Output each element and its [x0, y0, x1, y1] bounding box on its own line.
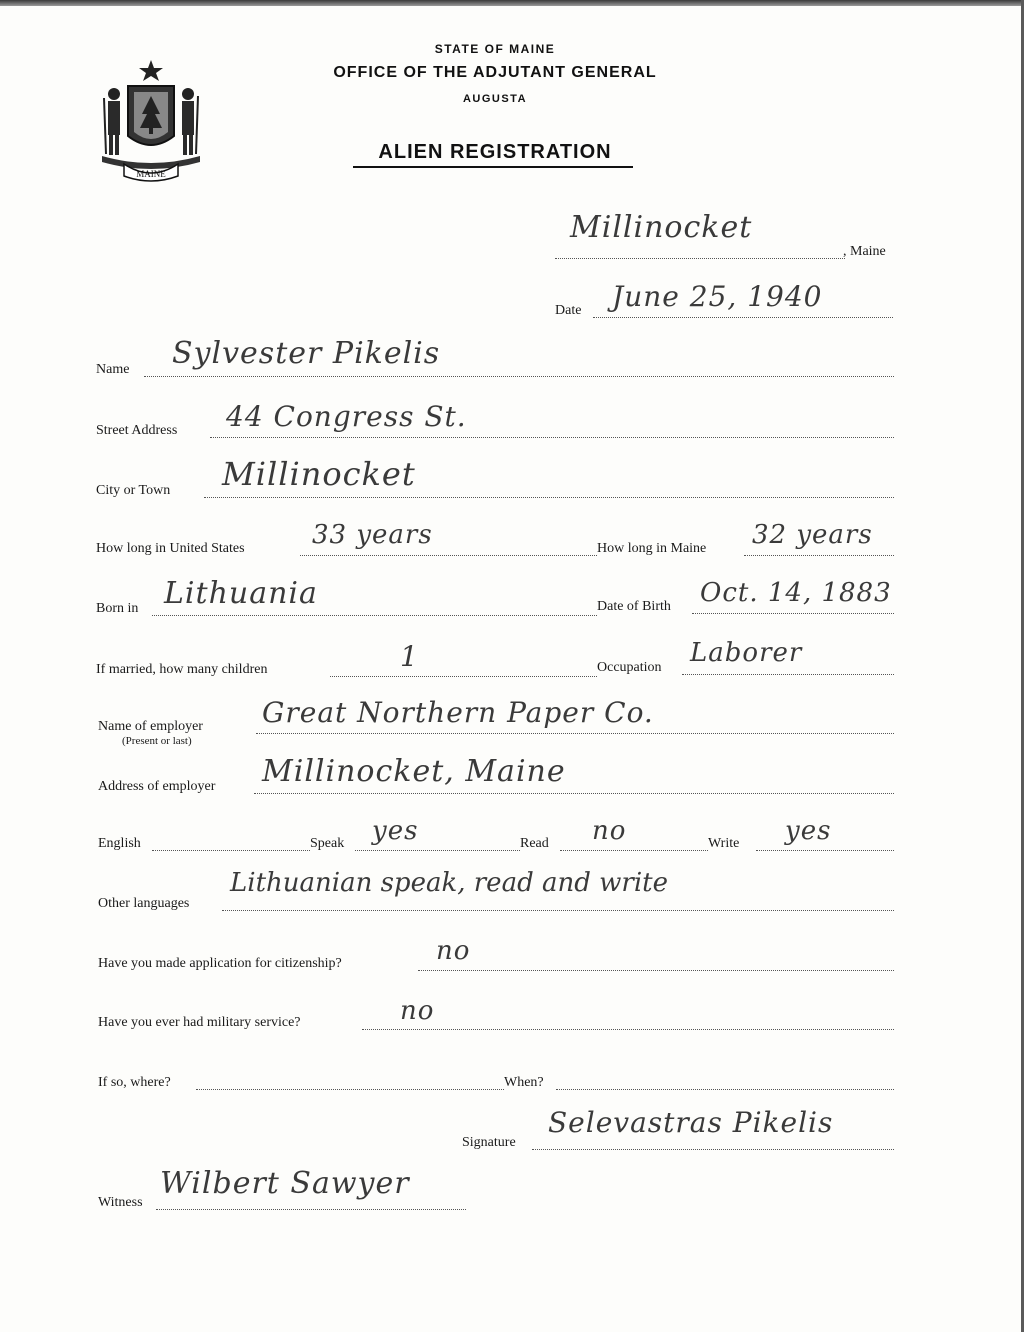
- read-label: Read: [520, 836, 549, 851]
- employer-sublabel: (Present or last): [122, 735, 192, 747]
- us-duration-line: [300, 555, 597, 556]
- write-label: Write: [708, 836, 740, 851]
- employer-label: Name of employer: [98, 719, 203, 734]
- dob-line: [692, 613, 894, 614]
- street-line: [210, 437, 894, 438]
- city-entry: Millinocket: [222, 455, 416, 493]
- maine-duration-label: How long in Maine: [597, 541, 707, 556]
- other-languages-line: [222, 910, 894, 911]
- where-line: [196, 1089, 504, 1090]
- maine-duration-entry: 32 years: [752, 520, 873, 550]
- header-office: OFFICE OF THE ADJUTANT GENERAL: [333, 64, 657, 81]
- write-line: [756, 850, 894, 851]
- english-line: [152, 850, 310, 851]
- city-label: City or Town: [96, 483, 171, 498]
- signature-entry: Selevastras Pikelis: [548, 1106, 834, 1139]
- name-line: [144, 376, 894, 377]
- born-entry: Lithuania: [164, 576, 318, 611]
- military-entry: no: [400, 996, 435, 1026]
- witness-entry: Wilbert Sawyer: [160, 1166, 410, 1201]
- children-label: If married, how many children: [96, 662, 268, 677]
- seal-banner-text: MAINE: [136, 169, 166, 179]
- name-label: Name: [96, 362, 130, 377]
- signature-label: Signature: [462, 1135, 516, 1150]
- employer-line: [256, 733, 894, 734]
- employer-address-entry: Millinocket, Maine: [262, 754, 566, 789]
- date-line: [593, 317, 893, 318]
- header-city: AUGUSTA: [462, 93, 528, 105]
- form-title: ALIEN REGISTRATION: [378, 141, 612, 163]
- name-entry: Sylvester Pikelis: [172, 336, 441, 371]
- witness-label: Witness: [98, 1195, 143, 1210]
- speak-label: Speak: [310, 836, 345, 851]
- employer-entry: Great Northern Paper Co.: [262, 696, 654, 729]
- us-duration-entry: 33 years: [312, 520, 433, 550]
- military-label: Have you ever had military service?: [98, 1015, 301, 1030]
- born-label: Born in: [96, 601, 139, 616]
- speak-line: [355, 850, 520, 851]
- employer-address-label: Address of employer: [98, 779, 216, 794]
- occupation-entry: Laborer: [690, 638, 803, 668]
- occupation-label: Occupation: [597, 660, 662, 675]
- english-label: English: [98, 836, 141, 851]
- header-state: STATE OF MAINE: [434, 42, 556, 56]
- where-label: If so, where?: [98, 1075, 171, 1090]
- dob-label: Date of Birth: [597, 599, 671, 614]
- speak-entry: yes: [372, 816, 419, 846]
- place-suffix-label: , Maine: [843, 244, 886, 259]
- signature-line: [532, 1149, 894, 1150]
- place-entry: Millinocket: [570, 210, 753, 245]
- us-duration-label: How long in United States: [96, 541, 245, 556]
- scan-top-edge: [0, 0, 1024, 6]
- place-line: [555, 258, 845, 259]
- read-line: [560, 850, 708, 851]
- write-entry: yes: [785, 816, 832, 846]
- children-entry: 1: [400, 640, 419, 673]
- when-line: [556, 1089, 894, 1090]
- when-label: When?: [504, 1075, 544, 1090]
- street-entry: 44 Congress St.: [226, 400, 467, 433]
- date-label: Date: [555, 303, 582, 318]
- born-line: [152, 615, 597, 616]
- military-line: [362, 1029, 894, 1030]
- occupation-line: [682, 674, 894, 675]
- children-line: [330, 676, 597, 677]
- read-entry: no: [592, 816, 627, 846]
- street-label: Street Address: [96, 423, 178, 438]
- dob-entry: Oct. 14, 1883: [700, 578, 892, 608]
- other-languages-label: Other languages: [98, 896, 190, 911]
- title-underline: [353, 166, 633, 168]
- city-line: [204, 497, 894, 498]
- other-languages-entry: Lithuanian speak, read and write: [230, 868, 668, 898]
- date-entry: June 25, 1940: [612, 280, 823, 313]
- witness-line: [156, 1209, 466, 1210]
- citizenship-label: Have you made application for citizenship?: [98, 956, 342, 971]
- citizenship-entry: no: [436, 936, 471, 966]
- citizenship-line: [418, 970, 894, 971]
- employer-address-line: [254, 793, 894, 794]
- maine-duration-line: [744, 555, 894, 556]
